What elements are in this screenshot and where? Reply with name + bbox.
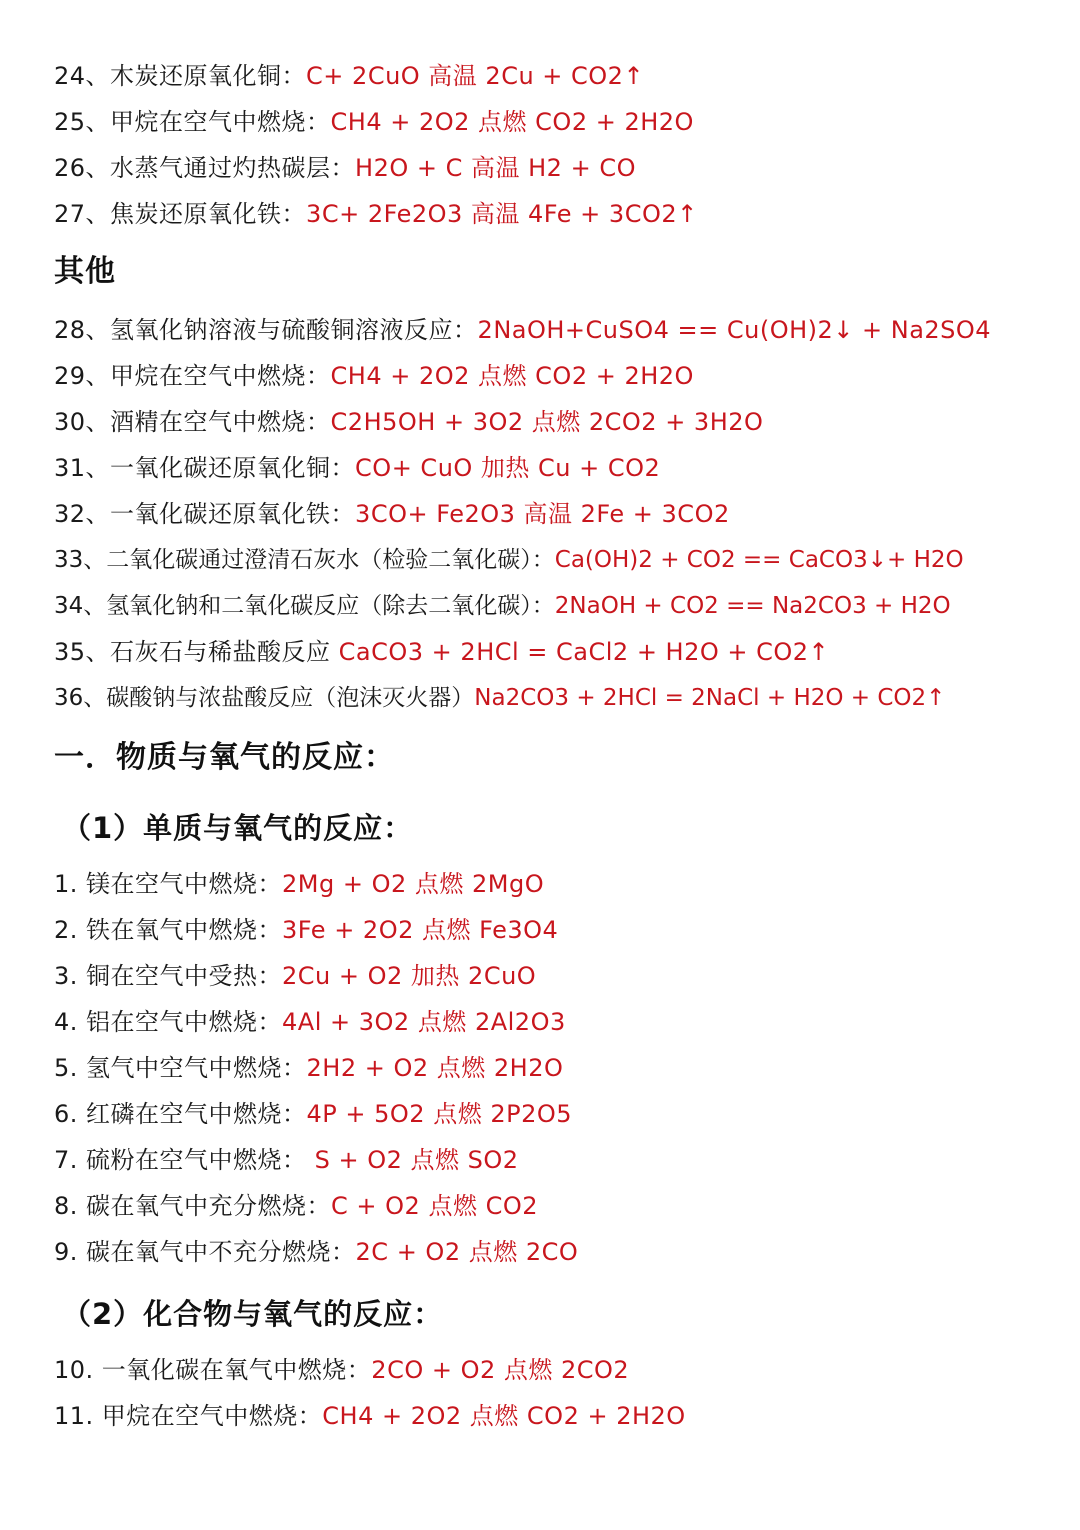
reaction-row-24 [54,60,644,92]
reaction-row-34 [54,590,951,622]
reaction-equation: 2NaOH + CO2 == Na2CO3 + H2O [554,593,951,619]
reaction-label: 26、水蒸气通过灼热碳层： [54,154,356,182]
reaction-label: 4. 铝在空气中燃烧： [54,1008,283,1036]
reaction-row-3 [54,960,536,992]
reaction-equation: 4Al + 3O2 点燃 2Al2O3 [282,1008,566,1036]
reaction-equation: CH4 + 2O2 点燃 CO2 + 2H2O [330,108,694,136]
reaction-row-4 [54,1006,566,1038]
reaction-row-9 [54,1236,578,1268]
reaction-label: 28、氢氧化钠溶液与硫酸铜溶液反应： [54,316,478,344]
reaction-equation: 2NaOH+CuSO4 == Cu(OH)2↓ + Na2SO4 [477,316,992,344]
reaction-equation: C + O2 点燃 CO2 [331,1192,538,1220]
reaction-row-27 [54,198,698,230]
reaction-row-10 [54,1354,629,1386]
reaction-label: 1. 镁在空气中燃烧： [54,870,283,898]
reaction-row-11 [54,1400,686,1432]
reaction-label: 34、氢氧化钠和二氧化碳反应（除去二氧化碳）： [54,593,555,619]
reaction-equation: 2CO + O2 点燃 2CO2 [371,1356,630,1384]
reaction-equation: S + O2 点燃 SO2 [314,1146,519,1174]
reaction-equation: 4P + 5O2 点燃 2P2O5 [306,1100,572,1128]
reaction-equation: 3CO+ Fe2O3 高温 2Fe + 3CO2 [355,500,730,528]
reaction-label: 9. 碳在氧气中不充分燃烧： [54,1238,356,1266]
reaction-row-31 [54,452,660,484]
reaction-row-36 [54,682,945,714]
reaction-label: 35、石灰石与稀盐酸反应 [54,638,339,666]
reaction-label: 5. 氢气中空气中燃烧： [54,1054,307,1082]
reaction-equation: CH4 + 2O2 点燃 CO2 + 2H2O [322,1402,686,1430]
reaction-row-32 [54,498,730,530]
reaction-row-7 [54,1144,519,1176]
reaction-equation: C2H5OH + 3O2 点燃 2CO2 + 3H2O [330,408,764,436]
reaction-row-26 [54,152,636,184]
reaction-row-35 [54,636,829,668]
reaction-row-8 [54,1190,538,1222]
reaction-equation: CO+ CuO 加热 Cu + CO2 [355,454,661,482]
reaction-label: 10. 一氧化碳在氧气中燃烧： [54,1356,372,1384]
reaction-row-29 [54,360,694,392]
reaction-label: 3. 铜在空气中受热： [54,962,283,990]
reaction-label: 24、木炭还原氧化铜： [54,62,307,90]
reaction-row-5 [54,1052,563,1084]
reaction-equation: 2C + O2 点燃 2CO [355,1238,579,1266]
reaction-row-6 [54,1098,572,1130]
reaction-label: 7. 硫粉在空气中燃烧： [54,1146,315,1174]
reaction-label: 8. 碳在氧气中充分燃烧： [54,1192,332,1220]
reaction-equation: 2H2 + O2 点燃 2H2O [306,1054,564,1082]
reaction-equation: Ca(OH)2 + CO2 == CaCO3↓+ H2O [554,547,964,573]
reaction-equation: H2O + C 高温 H2 + CO [355,154,636,182]
section-heading-oxygen: 一．物质与氧气的反应： [54,740,395,775]
reaction-equation: 2Mg + O2 点燃 2MgO [282,870,545,898]
reaction-label: 25、甲烷在空气中燃烧： [54,108,331,136]
reaction-row-2 [54,914,558,946]
subheading-compounds: （2）化合物与氧气的反应： [62,1297,444,1331]
reaction-row-30 [54,406,763,438]
reaction-label: 11. 甲烷在空气中燃烧： [54,1402,323,1430]
reaction-equation: C+ 2CuO 高温 2Cu + CO2↑ [306,62,645,90]
reaction-row-33 [54,544,964,576]
reaction-label: 27、焦炭还原氧化铁： [54,200,307,228]
reaction-label: 29、甲烷在空气中燃烧： [54,362,331,390]
reaction-equation: CH4 + 2O2 点燃 CO2 + 2H2O [330,362,694,390]
subheading-elements: （1）单质与氧气的反应： [62,811,414,845]
reaction-row-28 [54,314,991,346]
reaction-equation: 3C+ 2Fe2O3 高温 4Fe + 3CO2↑ [306,200,698,228]
reaction-label: 32、一氧化碳还原氧化铁： [54,500,356,528]
reaction-label: 30、酒精在空气中燃烧： [54,408,331,436]
reaction-label: 31、一氧化碳还原氧化铜： [54,454,356,482]
reaction-label: 36、碳酸钠与浓盐酸反应（泡沫灭火器） [54,685,475,711]
reaction-equation: 2Cu + O2 加热 2CuO [282,962,537,990]
reaction-equation: Na2CO3 + 2HCl = 2NaCl + H2O + CO2↑ [474,685,946,711]
reaction-equation: 3Fe + 2O2 点燃 Fe3O4 [282,916,559,944]
reaction-label: 2. 铁在氧气中燃烧： [54,916,283,944]
reaction-label: 6. 红磷在空气中燃烧： [54,1100,307,1128]
section-heading-other: 其他 [54,254,116,289]
reaction-label: 33、二氧化碳通过澄清石灰水（检验二氧化碳）： [54,547,555,573]
reaction-equation: CaCO3 + 2HCl = CaCl2 + H2O + CO2↑ [338,638,830,666]
reaction-row-1 [54,868,544,900]
reaction-row-25 [54,106,694,138]
